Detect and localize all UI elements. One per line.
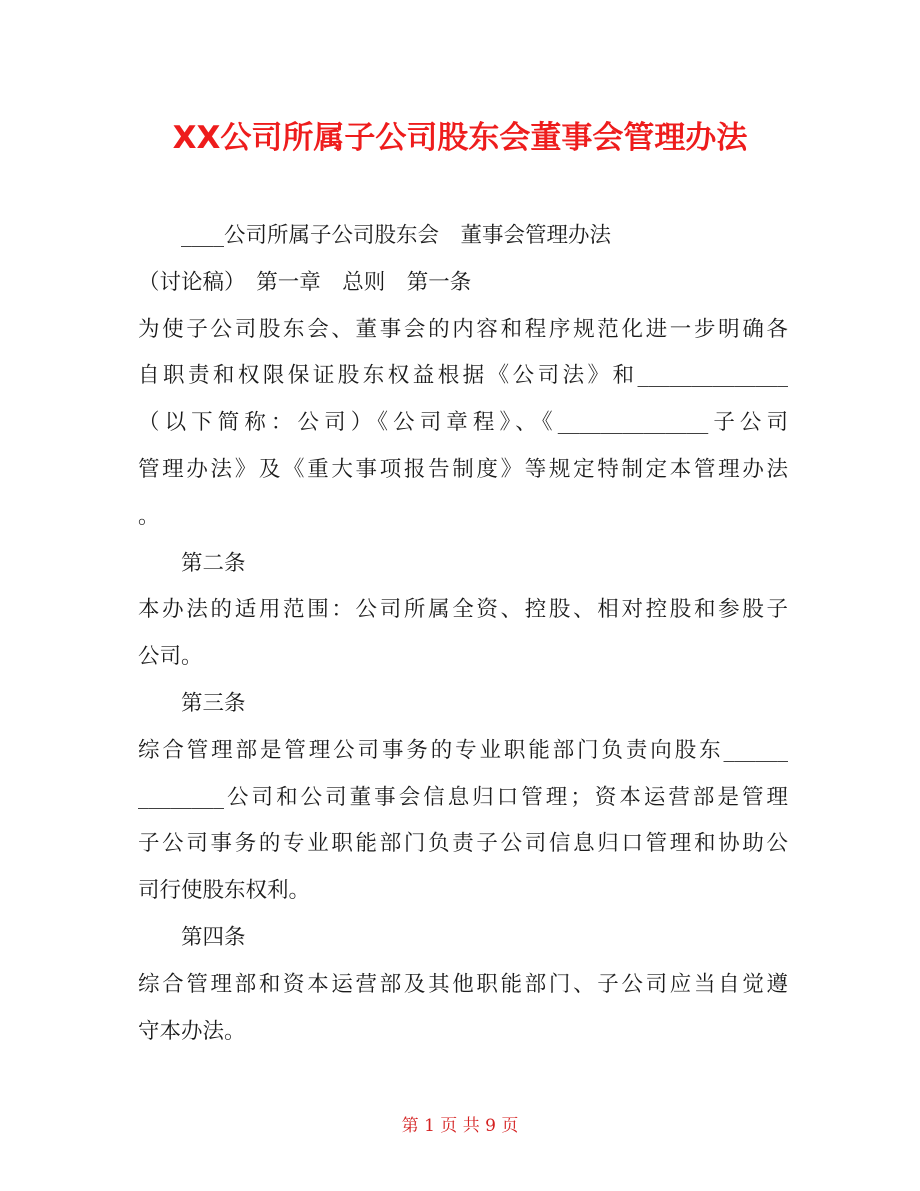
document-title: XX公司所属子公司股东会董事会管理办法 [172,120,748,156]
doc-line: 本办法的适用范围：公司所属全资、控股、相对控股和参股子 [138,597,788,623]
doc-line: 综合管理部是管理公司事务的专业职能部门负责向股东______ [138,737,788,763]
article-heading: 第三条 [181,690,246,716]
doc-line: 综合管理部和资本运营部及其他职能部门、子公司应当自觉遵 [138,971,788,997]
article-heading: 第四条 [181,924,246,950]
doc-line: 。 [138,503,160,529]
doc-line: 子公司事务的专业职能部门负责子公司信息归口管理和协助公 [138,831,788,857]
doc-line: （以下简称：公司）《公司章程》、《______________子公司 [138,410,788,436]
doc-line: 司行使股东权利。 [138,878,311,904]
doc-line-subtitle: ____公司所属子公司股东会 董事会管理办法 [181,223,612,248]
page-indicator: 第 1 页 共 9 页 [401,1116,519,1136]
doc-line: 公司。 [138,644,203,670]
doc-line-chapter: （讨论稿） 第一章 总则 第一条 [138,269,472,295]
doc-line: 自职责和权限保证股东权益根据《公司法》和______________ [138,363,788,389]
doc-line: 管理办法》及《重大事项报告制度》等规定特制定本管理办法 [138,456,788,482]
doc-line: ________公司和公司董事会信息归口管理；资本运营部是管理 [138,784,788,810]
article-heading: 第二条 [181,550,246,576]
doc-line: 为使子公司股东会、董事会的内容和程序规范化进一步明确各 [138,316,788,342]
document-body [138,213,788,1055]
doc-line: 守本办法。 [138,1018,246,1044]
